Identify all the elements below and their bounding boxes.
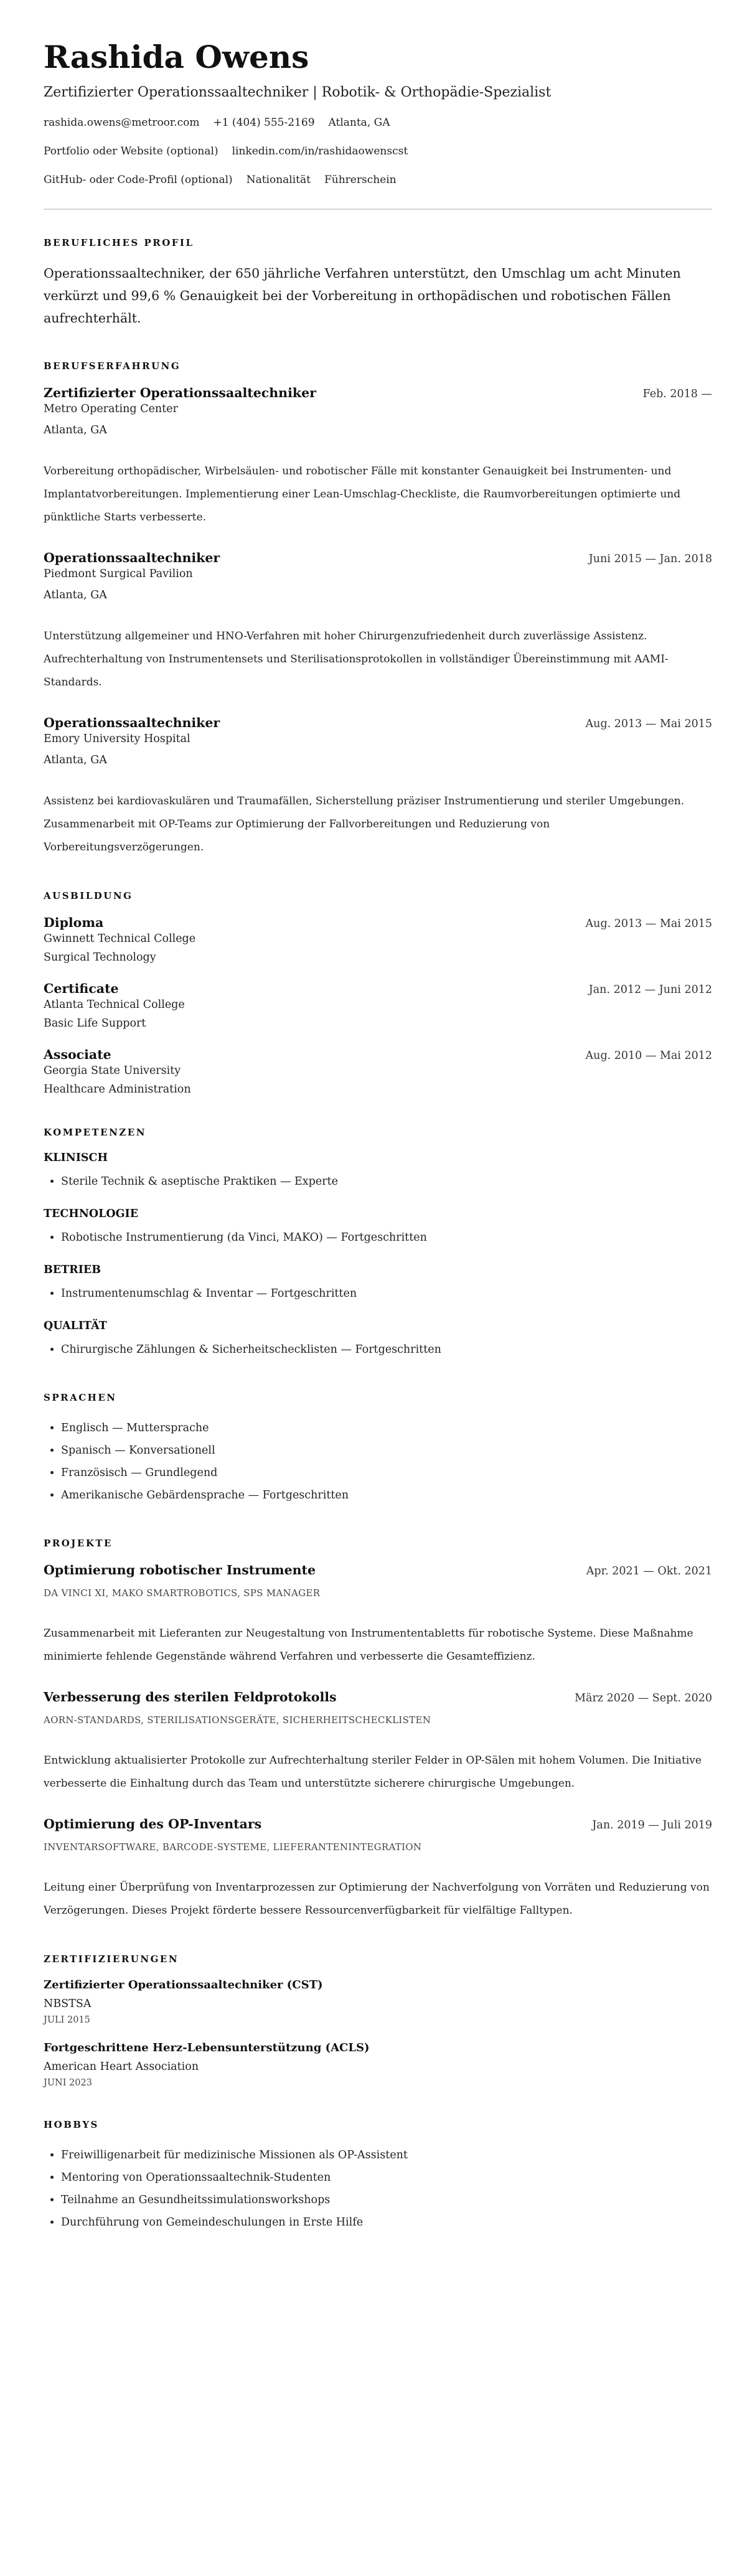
school: Gwinnett Technical College [44,933,196,945]
language-item: • Französisch — Grundlegend [61,1462,712,1484]
certification-issuer: American Heart Association [44,2061,199,2073]
project-technologies: INVENTARSOFTWARE, BARCODE-SYSTEME, LIEFERANTENINTEGRATION [44,1841,422,1853]
hobbies-section [44,2119,712,2234]
certification-date: JULI 2015 [44,2015,90,2025]
skill-item: • Instrumentenumschlag & Inventar — Fortgeschritten [61,1282,712,1305]
candidate-name: Rashida Owens [44,39,309,75]
education-entry [44,981,712,1030]
project-technologies: DA VINCI XI, MAKO SMARTROBOTICS, SPS MANAGER [44,1587,321,1599]
language-item: • Amerikanische Gebärdensprache — Fortgeschritten [61,1484,712,1507]
languages-list [44,1417,712,1507]
job-header [44,550,712,565]
job-location: Atlanta, GA [44,589,107,601]
experience-section [44,360,712,859]
skill-category-title: KLINISCH [44,1152,108,1164]
section-title: HOBBYS [44,2119,99,2130]
degree: Associate [44,1047,111,1062]
certifications-section [44,1953,712,2088]
hobby-item: • Teilnahme an Gesundheitssimulationsworkshops [61,2189,712,2211]
education-entry [44,915,712,964]
certification-entry [44,2041,712,2088]
github-link[interactable]: GitHub- oder Code-Profil (optional) [44,174,233,186]
project-entry [44,1817,712,1922]
skills-section [44,1127,712,1361]
contact-row [44,145,712,157]
certification-date: JUNI 2023 [44,2078,92,2088]
project-title: Optimierung robotischer Instrumente [44,1563,316,1577]
section-title: SPRACHEN [44,1392,117,1403]
skill-item: • Robotische Instrumentierung (da Vinci, MAKO) — Fortgeschritten [61,1226,712,1249]
section-title: BERUFSERFAHRUNG [44,360,181,372]
job-location: Atlanta, GA [44,754,107,766]
project-description: Entwicklung aktualisierter Protokolle zur Aufrechterhaltung steriler Felder in OP-Sälen mit hohem Volumen. Die Initiative verbesserte die Einhaltung durch das Team und unterstützte sicherere chirurgische Umgebungen. [44,1754,702,1790]
skill-category-title: TECHNOLOGIE [44,1208,139,1220]
profile-summary: Operationssaaltechniker, der 650 jährliche Verfahren unterstützt, den Umschlag um acht Minuten verkürzt und 99,6 % Genauigkeit bei der Vorbereitung in orthopädischen und robotischen Fällen aufrechterhält. [44,266,681,326]
certification-name: Fortgeschrittene Herz-Lebensunterstützung (ACLS) [44,2041,370,2054]
school: Atlanta Technical College [44,999,185,1011]
employer: Metro Operating Center [44,403,178,415]
education-header [44,915,712,930]
job-title: Operationssaaltechniker [44,715,220,730]
phone: +1 (404) 555-2169 [213,116,315,129]
linkedin-link[interactable]: linkedin.com/in/rashidaowenscst [232,145,408,157]
language-item: • Englisch — Muttersprache [61,1417,712,1439]
skill-list [44,1338,712,1361]
project-entry [44,1690,712,1795]
degree: Diploma [44,915,104,930]
employer: Piedmont Surgical Pavilion [44,568,193,580]
hobby-item: • Mentoring von Operationssaaltechnik-Studenten [61,2166,712,2189]
project-technologies: AORN-STANDARDS, STERILISATIONSGERÄTE, SICHERHEITSCHECKLISTEN [44,1714,431,1726]
skill-item: • Chirurgische Zählungen & Sicherheitschecklisten — Fortgeschritten [61,1338,712,1361]
project-header [44,1690,712,1704]
employer: Emory University Hospital [44,733,190,745]
job-title: Zertifizierter Operationssaaltechniker [44,385,316,400]
language-item: • Spanisch — Konversationell [61,1439,712,1462]
section-title: KOMPETENZEN [44,1127,146,1138]
languages-section [44,1392,712,1507]
project-title: Verbesserung des sterilen Feldprotokolls [44,1690,337,1704]
header-divider [44,209,712,210]
education-header [44,1047,712,1062]
job-entry [44,550,712,694]
education-section [44,890,712,1096]
nationality: Nationalität [246,174,311,186]
job-description: Unterstützung allgemeiner und HNO-Verfahren mit hoher Chirurgenzufriedenheit durch zuverlässige Assistenz. Aufrechterhaltung von Instrumentensets und Sterilisationsprotokollen in vollständiger Übereinstimmung mit AAMI-Standards. [44,630,669,689]
location: Atlanta, GA [328,116,390,129]
field-of-study: Basic Life Support [44,1017,146,1030]
projects-section [44,1538,712,1922]
skill-category-title: BETRIEB [44,1264,101,1276]
education-dates: Aug. 2010 — Mai 2012 [585,1050,712,1062]
job-title: Operationssaaltechniker [44,550,220,565]
skill-list [44,1226,712,1249]
drivers-license: Führerschein [324,174,397,186]
education-dates: Aug. 2013 — Mai 2015 [585,918,712,930]
job-dates: Aug. 2013 — Mai 2015 [585,718,712,730]
job-entry [44,715,712,859]
job-header [44,385,712,400]
profile-section [44,237,712,329]
hobbies-list [44,2144,712,2234]
project-description: Leitung einer Überprüfung von Inventarprozessen zur Optimierung der Nachverfolgung von Vorräten und Reduzierung von Verzögerungen. Dieses Projekt förderte bessere Ressourcenverfügbarkeit für vielfältige Falltypen. [44,1881,710,1917]
email-link[interactable]: rashida.owens@metroor.com [44,116,200,129]
portfolio-link[interactable]: Portfolio oder Website (optional) [44,145,218,157]
contact-row [44,116,712,129]
education-entry [44,1047,712,1096]
job-location: Atlanta, GA [44,424,107,436]
field-of-study: Surgical Technology [44,951,156,964]
project-title: Optimierung des OP-Inventars [44,1817,262,1831]
project-entry [44,1563,712,1668]
skill-list [44,1282,712,1305]
section-title: AUSBILDUNG [44,890,133,901]
field-of-study: Healthcare Administration [44,1083,191,1096]
contact-row [44,174,712,186]
hobby-item: • Durchführung von Gemeindeschulungen in Erste Hilfe [61,2211,712,2234]
resume-header [44,39,712,186]
project-dates: Apr. 2021 — Okt. 2021 [586,1565,712,1577]
certification-issuer: NBSTSA [44,1998,92,2010]
job-header [44,715,712,730]
education-header [44,981,712,996]
project-header [44,1817,712,1831]
project-dates: März 2020 — Sept. 2020 [575,1692,712,1704]
hobby-item: • Freiwilligenarbeit für medizinische Missionen als OP-Assistent [61,2144,712,2166]
job-dates: Juni 2015 — Jan. 2018 [588,553,712,565]
school: Georgia State University [44,1065,181,1077]
skill-item: • Sterile Technik & aseptische Praktiken — Experte [61,1170,712,1193]
skill-list [44,1170,712,1193]
project-header [44,1563,712,1577]
certification-entry [44,1978,712,2025]
job-description: Assistenz bei kardiovaskulären und Traumafällen, Sicherstellung präziser Instrumentierung und steriler Umgebungen. Zusammenarbeit mit OP-Teams zur Optimierung der Fallvorbereitungen und Reduzierung von Vorbereitungsverzögerungen. [44,795,685,853]
project-dates: Jan. 2019 — Juli 2019 [592,1819,712,1831]
job-dates: Feb. 2018 — [642,388,712,400]
degree: Certificate [44,981,119,996]
headline: Zertifizierter Operationssaaltechniker | Robotik- & Orthopädie-Spezialist [44,85,552,100]
section-title: ZERTIFIZIERUNGEN [44,1953,179,1965]
education-dates: Jan. 2012 — Juni 2012 [588,984,712,996]
section-title: PROJEKTE [44,1538,113,1549]
skill-category-title: QUALITÄT [44,1320,107,1332]
section-title: BERUFLICHES PROFIL [44,237,194,248]
project-description: Zusammenarbeit mit Lieferanten zur Neugestaltung von Instrumententabletts für robotische Systeme. Diese Maßnahme minimierte fehlende Gegenstände während Verfahren und verbesserte die Gesamteffizienz. [44,1627,693,1663]
job-entry [44,385,712,529]
certification-name: Zertifizierter Operationssaaltechniker (CST) [44,1978,323,1991]
job-description: Vorbereitung orthopädischer, Wirbelsäulen- und robotischer Fälle mit konstanter Genauigkeit bei Instrumenten- und Implantatvorbereitungen. Implementierung einer Lean-Umschlag-Checkliste, die Raumvorbereitungen optimierte und pünktliche Starts verbesserte. [44,465,681,524]
